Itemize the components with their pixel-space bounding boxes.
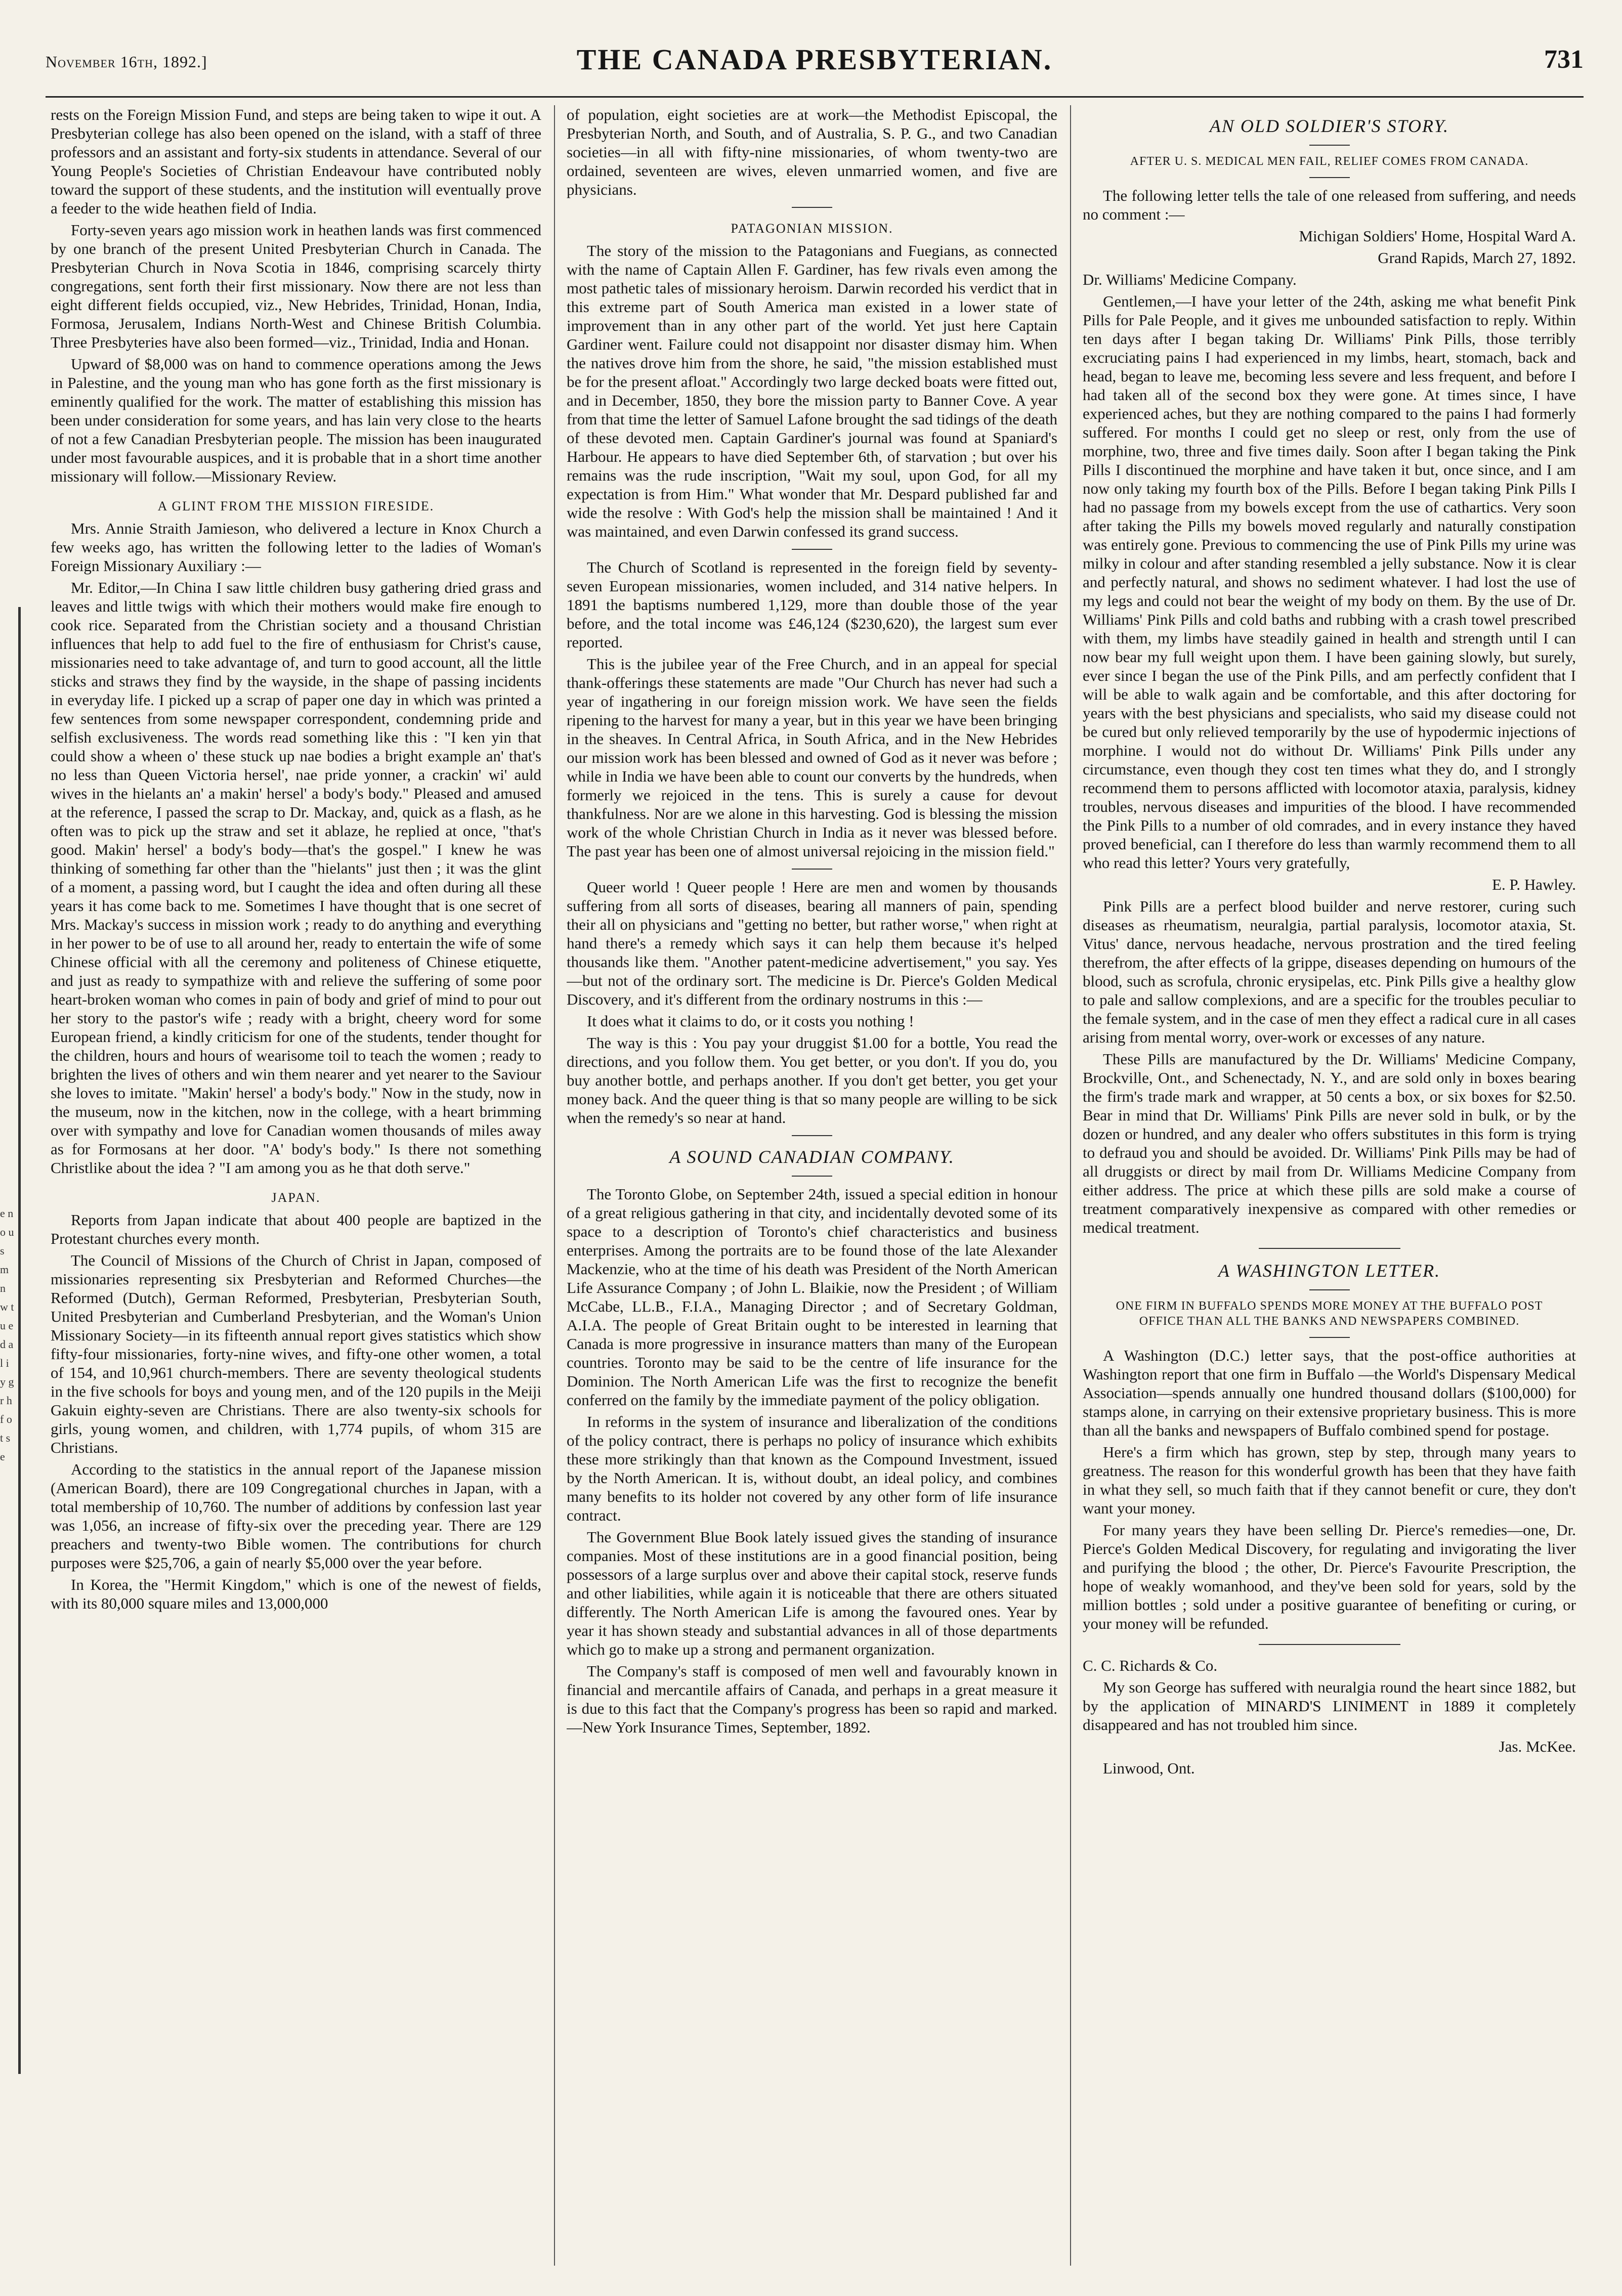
- article-paragraph: For many years they have been selling Dr. Pierce's remedies—one, Dr. Pierce's Golden Medical Discovery, for regulating and invigorating the liver and purifying the blood ; the other, Dr. Pierce's Favourite Prescription, the hope of weakly womanhood, and they've been sold for years, sold by the million bottles ; sold under a positive guarantee of benefiting or curing, or your money will be refunded.: [1083, 1521, 1576, 1632]
- article-paragraph: of population, eight societies are at work—the Methodist Episcopal, the Presbyterian North, and South, and of Australia, S. P. G., and two Canadian societies—in all with fifty-nine missionaries, of whom twenty-two are ordained, seventeen are wives, eleven unmarried women, and five are physicians.: [567, 106, 1057, 198]
- article-paragraph: Mr. Editor,—In China I saw little children busy gathering dried grass and leaves and little twigs with which their mothers would make fire enough to cook rice. Separated from the Christian society and a thousand Christian influences that help to add fuel to the fire of enthusiasm for Christ's cause, missionaries need to take advantage of, and turn to good account, all the little sticks and straws they find by the wayside, in the shape of passing incidents in everyday life. I picked up a scrap of paper one day in which was printed a few sentences from some newspaper correspondent, condemning pride and selfish exclusiveness. The words read something like this : "I ken yin that could show a wheen o' these stuck up nae bodies a bright example an' that's no less than Queen Victoria hersel', nae pride yonner, a crackin' wi' auld wives in the hielants an' a makin' hersel' a body's body." Pleased and amused at the reference, I passed the scrap to Dr. Mackay, and, quick as a flash, as he often was to pick up the straw and set it ablaze, he replied at once, "that's good. Makin' hersel' a body's body—that's the gospel." I knew he was thinking of something far other than the "hielants" just then ; it was the glint of a moment, a passing word, but I caught the idea and often during all these years it has come back to me. Sometimes I have thought that is one secret of Mrs. Mackay's success in mission work ; ready to do anything and everything in her power to be of use to all around her, ready to entertain the wife of some Chinese official with all the ceremony and politeness of Chinese etiquette, and just as ready to sympathize with and relieve the suffering of some poor heart-broken woman who comes in pain of body and grief of mind to pour out her story to the pastor's wife ; ready with a bright, cheery word for some European friend, a kindly criticism for one of the students, tender thought for the children, hours and hours of wearisome toil to teach the women ; ready to brighten the lives of others and win them nearer and yet nearer to the Saviour she loves to imitate. "Makin' hersel' a body's body." Now in the study, now in the museum, now in the kitchen, now in the college, with a heart brimming over with sympathy and love for Canadian women thousands of miles away as for Formosans at her door. "A' body's body." Is there not something Christlike about the idea ? "I am among you as he that doth serve.": [51, 579, 541, 1177]
- separator-rule: [1259, 1644, 1400, 1645]
- column-rule-2: [1070, 105, 1071, 2266]
- article-paragraph: Here's a firm which has grown, step by step, through many years to greatness. The reason for this wonderful growth has been that they have faith in what they sell, so much faith that if they cannot benefit or cure, they don't want your money.: [1083, 1443, 1576, 1517]
- section-heading-patagonian: PATAGONIAN MISSION.: [731, 221, 893, 236]
- advert-paragraph: It does what it claims to do, or it costs you nothing !: [587, 1012, 914, 1030]
- advert-paragraph: My son George has suffered with neuralgia round the heart since 1882, but by the application of MINARD'S LINIMENT in 1889 it completely disappeared and has not troubled him since.: [1083, 1678, 1576, 1734]
- article-paragraph: Mrs. Annie Straith Jamieson, who delivered a lecture in Knox Church a few weeks ago, has written the following letter to the ladies of Woman's Foreign Missionary Auxiliary :—: [51, 519, 541, 575]
- article-paragraph: The following letter tells the tale of one released from suffering, and needs no comment :—: [1083, 187, 1576, 223]
- advert-paragraph: The way is this : You pay your druggist $1.00 for a bottle, You read the directions, and you follow them. You get better, or you don't. If you do, you buy another bottle, and perhaps another. If you don't get better, you get your money back. And the queer thing is that so many people are willing to be sick when the remedy's so near at hand.: [567, 1034, 1057, 1127]
- page-number: 731: [1544, 45, 1584, 74]
- separator-rule: [1309, 1337, 1350, 1338]
- article-paragraph: In reforms in the system of insurance and liberalization of the conditions of the policy contract, there is perhaps no policy of insurance which exhibits these more strikingly than that known as the Compound Investment, issued by the North American. It is, without doubt, an ideal policy, and combines many benefits to its holder not covered by any other form of life insurance contract.: [567, 1413, 1057, 1524]
- article-paragraph: According to the statistics in the annual report of the Japanese mission (American Board), there are 109 Congregational churches in Japan, with a total membership of 10,760. The number of additions by confession last year was 1,056, an increase of fifty-six over the preceding year. There are 129 preachers and twenty-two Bible women. The contributions for church purposes were $25,706, a gain of nearly $5,000 over the year before.: [51, 1460, 541, 1572]
- separator-rule: [792, 1176, 832, 1177]
- article-paragraph: The Government Blue Book lately issued gives the standing of insurance companies. Most of these institutions are in a good financial position, being possessors of a large surplus over and above their capital stock, reserve funds and other liabilities, while again it is noticeable that there are others situated differently. The North American Life is among the favoured ones. Year by year it has shown steady and substantial advances in all of those departments which go to make up a strong and permanent organization.: [567, 1528, 1057, 1658]
- advert-paragraph: These Pills are manufactured by the Dr. Williams' Medicine Company, Brockville, Ont., and Schenectady, N. Y., and are sold only in boxes bearing the firm's trade mark and wrapper, at 50 cents a box, or six boxes for $2.50. Bear in mind that Dr. Williams' Pink Pills are never sold in bulk, or by the dozen or hundred, and any dealer who offers substitutes in this form is trying to defraud you and should be avoided. Dr. Williams' Pink Pills may be had of all druggists or direct by mail from Dr. Williams Medicine Company from either address. The price at which these pills are sold make a course of treatment comparatively inexpensive as compared with other remedies or medical treatment.: [1083, 1050, 1576, 1236]
- article-paragraph: Upward of $8,000 was on hand to commence operations among the Jews in Palestine, and the young man who has gone forth as the first missionary is eminently qualified for the work. The matter of establishing this mission has been under consideration for some years, and has lain very close to the hearts of not a few Canadian Presbyterian people. The mission has been inaugurated under most favourable auspices, and it is probable that in a short time another missionary will follow.—Missionary Review.: [51, 355, 541, 485]
- header-rule: [46, 96, 1584, 98]
- advert-heading: C. C. Richards & Co.: [1083, 1657, 1218, 1674]
- separator-rule: [1309, 145, 1350, 146]
- article-paragraph: rests on the Foreign Mission Fund, and steps are being taken to wipe it out. A Presbyterian college has also been opened on the island, with a staff of three professors and an assistant and forty-six students in attendance. Several of our Young People's Societies of Christian Endeavour have contributed nobly toward the support of these students, and the institution will eventually prove a feeder to the wide heathen field of India.: [51, 106, 541, 217]
- separator-rule: [792, 869, 832, 870]
- article-paragraph: The Toronto Globe, on September 24th, issued a special edition in honour of a great religious gathering in that city, and incidentally devoted some of its space to a description of Toronto's chief characteristics and business enterprises. Among the portraits are to be found those of the late Alexander Mackenzie, who at the time of his death was President of the North American Life Assurance Company ; of John L. Blaikie, now the President ; of William McCabe, LL.B., F.I.A., Managing Director ; and of Secretary Goldman, A.I.A. The people of Great Britain ought to be interested in learning that Canada is more progressive in insurance matters than many of the European countries. Toronto may be said to be the centre of life insurance for the Dominion. The North American Life was the first to recognize the benefit conferred on the family by the immediate payment of the policy obligation.: [567, 1185, 1057, 1409]
- article-paragraph: A Washington (D.C.) letter says, that the post-office authorities at Washington report that one firm in Buffalo —the World's Dispensary Medical Association—spends annually one hundred thousand dollars ($100,000) for stamps alone, in carrying on their extensive proprietary business. This is more than all the banks and newspapers of Buffalo combined spend for postage.: [1083, 1347, 1576, 1439]
- section-subheading-washington: ONE FIRM IN BUFFALO SPENDS MORE MONEY AT THE BUFFALO POST OFFICE THAN ALL THE BANKS AND NEWSPAPERS COMBINED.: [1116, 1299, 1543, 1328]
- advert-paragraph: Pink Pills are a perfect blood builder and nerve restorer, curing such diseases as rheumatism, neuralgia, partial paralysis, locomotor ataxia, St. Vitus' dance, nervous headache, nervous prostration and the tired feeling therefrom, the after effects of la grippe, diseases depending on humours of the blood, such as scrofula, chronic erysipelas, etc. Pink Pills give a healthy glow to pale and sallow complexions, and are a specific for the troubles peculiar to the female system, and in the case of men they effect a radical cure in all cases arising from mental worry, over-work or excesses of any nature.: [1083, 897, 1576, 1046]
- article-paragraph: The Church of Scotland is represented in the foreign field by seventy-seven European missionaries, women included, and 314 native helpers. In 1891 the baptisms numbered 1,129, more than double those of the year before, and the total income was £46,124 ($230,620), the largest sum ever reported.: [567, 558, 1057, 651]
- separator-rule: [1309, 177, 1350, 178]
- section-subheading-soldier: AFTER U. S. MEDICAL MEN FAIL, RELIEF COMES FROM CANADA.: [1130, 155, 1529, 168]
- section-heading-glint: A GLINT FROM THE MISSION FIRESIDE.: [157, 499, 435, 513]
- cropped-adjacent-page-text: e n o u s m n w t u e d a l i y g r h f o t s e: [0, 1207, 14, 1463]
- article-paragraph: In Korea, the "Hermit Kingdom," which is one of the newest of fields, with its 80,000 square miles and 13,000,000: [51, 1576, 541, 1612]
- page-header: [46, 39, 1584, 85]
- column-3: [1083, 105, 1576, 2276]
- separator-rule: [792, 1135, 832, 1136]
- article-paragraph: The Company's staff is composed of men well and favourably known in financial and mercantile affairs of Canada, and perhaps in a great measure it is due to this fact that the Company's progress has been so rapid and marked.—New York Insurance Times, September, 1892.: [567, 1662, 1057, 1736]
- separator-rule: [1309, 1289, 1350, 1290]
- article-paragraph: This is the jubilee year of the Free Church, and in an appeal for special thank-offerings these statements are made "Our Church has never had such a year of ingathering in our foreign mission work. We have seen the fields ripening to the harvest for many a year, but in this year we have been bringing in the sheaves. In Central Africa, in South Africa, and in the New Hebrides our mission work has been blessed and owned of God as it never was before ; while in India we have been able to count our converts by the hundreds, when formerly we rejoiced in the tens. This is surely a cause for devout thankfulness. Nor are we alone in this harvesting. God is blessing the mission work of the whole Christian Church in India as it never was blessed before. The past year has been one of almost universal rejoicing in the mission field.": [567, 655, 1057, 860]
- article-paragraph: The story of the mission to the Patagonians and Fuegians, as connected with the name of Captain Allen F. Gardiner, has few rivals even among the most pathetic tales of missionary heroism. Darwin recorded his verdict that in this extreme part of South America man existed in a lower state of improvement than in any other part of the world. Yet just here Captain Gardiner went. Failure could not disappoint nor disaster dismay him. When the natives drove him from the shore, he said, "the mission established must be for the present afloat." Accordingly two large decked boats were fitted out, and in December, 1850, they bore the mission party to Banner Cove. A year from that time the letter of Samuel Lafone brought the sad tidings of the death of these devoted men. Captain Gardiner's journal was found at Spaniard's Harbour. He appears to have died September 6th, of starvation ; but over his remains was the rude inscription, "Wait my soul, upon God, for all my expectation is from Him." What wonder that Mr. Despard published far and wide the resolve : With God's help the mission shall be maintained ! And it was maintained, and even Darwin confessed its grand success.: [567, 242, 1057, 540]
- section-heading-sound-company: A SOUND CANADIAN COMPANY.: [669, 1147, 955, 1167]
- column-2: [567, 105, 1057, 2276]
- letter-address-line: Grand Rapids, March 27, 1892.: [1378, 249, 1576, 267]
- section-heading-japan: JAPAN.: [271, 1190, 321, 1205]
- advert-paragraph: Queer world ! Queer people ! Here are men and women by thousands suffering from all sorts of diseases, bearing all manners of pain, spending their all on physicians and "getting no better, but rather worse," when right at hand there's a remedy which says it can help them because it's helped thousands like them. "Another patent-medicine advertisement," you say. Yes—but not of the ordinary sort. The medicine is Dr. Pierce's Golden Medical Discovery, and it's different from the ordinary nostrums in this :—: [567, 878, 1057, 1008]
- column-1: [51, 105, 541, 2276]
- letter-address-line: Michigan Soldiers' Home, Hospital Ward A.: [1299, 227, 1576, 245]
- binding-edge-line: [18, 607, 21, 2074]
- section-heading-washington: A WASHINGTON LETTER.: [1218, 1261, 1441, 1281]
- letter-salutation: Dr. Williams' Medicine Company.: [1083, 271, 1297, 288]
- article-paragraph: Reports from Japan indicate that about 400 people are baptized in the Protestant churches every month.: [51, 1211, 541, 1247]
- advert-place: Linwood, Ont.: [1103, 1759, 1195, 1777]
- issue-date: November 16th, 1892.]: [46, 53, 207, 71]
- article-paragraph: Forty-seven years ago mission work in heathen lands was first commenced by one branch of the present United Presbyterian Church in Canada. The Presbyterian Church in Nova Scotia in 1846, comprising scarcely thirty congregations, sent forth their first missionary. Now there are not less than eight different fields occupied, viz., New Hebrides, Trinidad, Honan, India, Formosa, Jerusalem, Indians North-West and Chinese British Columbia. Three Presbyteries have also been formed—viz., Trinidad, India and Honan.: [51, 221, 541, 351]
- section-heading-soldier: AN OLD SOLDIER'S STORY.: [1209, 116, 1449, 136]
- article-paragraph: The Council of Missions of the Church of Christ in Japan, composed of missionaries representing six Presbyterian and Reformed Churches—the Reformed (Dutch), German Reformed, Presbyterian, Presbyterian South, United Presbyterian and Cumberland Presbyterian, and the Woman's Union Missionary Society—in its fifteenth annual report gives statistics which show fifty-four missionaries, forty-nine wives, and fifty-one other women, a total of 154, and 10,961 church-members. There are seventy theological students in the five schools for boys and young men, and of the 120 pupils in the Meiji Gakuin eighty-seven are Christians. There are also twenty-six schools for girls, young women, and children, with 1,774 pupils, of whom 315 are Christians.: [51, 1251, 541, 1456]
- separator-rule: [1259, 1248, 1400, 1249]
- separator-rule: [792, 207, 832, 208]
- column-rule-1: [554, 105, 555, 2266]
- letter-paragraph: Gentlemen,—I have your letter of the 24th, asking me what benefit Pink Pills for Pale People, and it gives me unbounded satisfaction to reply. Within ten days after I began taking Dr. Williams' Pink Pills, those terribly excruciating pains I had experienced in my limbs, heart, stomach, back and head, began to leave me, becoming less severe and less frequent, and before I had taken all of the second box they were gone. At times since, I have experienced aches, but they are nothing compared to the pains I had formerly suffered. For months I could get no sleep or rest, only from the use of morphine, two, three and five times daily. Soon after I began taking the Pink Pills I discontinued the morphine and have taken it but, once since, and I am now only taking my fourth box of the Pills. Before I began taking Pink Pills I had no passage from my bowels except from the use of cathartics. Very soon after taking the Pills my bowels moved regularly and naturally constipation was entirely gone. Previous to commencing the use of Pink Pills my urine was milky in colour and after standing resembled a jelly substance. Now it is clear and perfectly natural, and shows no sediment whatever. I had lost the use of my legs and could not bear the weight of my body on them. By the use of Dr. Williams' Pink Pills and cold baths and rubbing with a crash towel prescribed with them, my limbs have steadily gained in health and strength until I can now bear my full weight upon them. I have been gaining slowly, but surely, ever since I began the use of the Pink Pills, and am perfectly confident that I will be able to walk again and be comfortable, and this after doctoring for years with the best physicians and specialists, who said my disease could not be cured but only relieved temporarily by the use of hypodermic injections of morphine. I would not do without Dr. Williams' Pink Pills under any circumstance, even though they cost ten times what they do, and I strongly recommend them to persons afflicted with locomotor ataxia, paralysis, kidney troubles, nervous diseases and impurities of the blood. I have recommended the Pink Pills to a number of old comrades, and in every instance they haved proved beneficial, can I therefore do less than warmly recommend them to all who read this letter? Yours very gratefully,: [1083, 292, 1576, 872]
- advert-signature: Jas. McKee.: [1499, 1738, 1576, 1755]
- masthead-title: THE CANADA PRESBYTERIAN.: [576, 43, 1053, 76]
- letter-signature: E. P. Hawley.: [1492, 876, 1576, 893]
- separator-rule: [792, 549, 832, 550]
